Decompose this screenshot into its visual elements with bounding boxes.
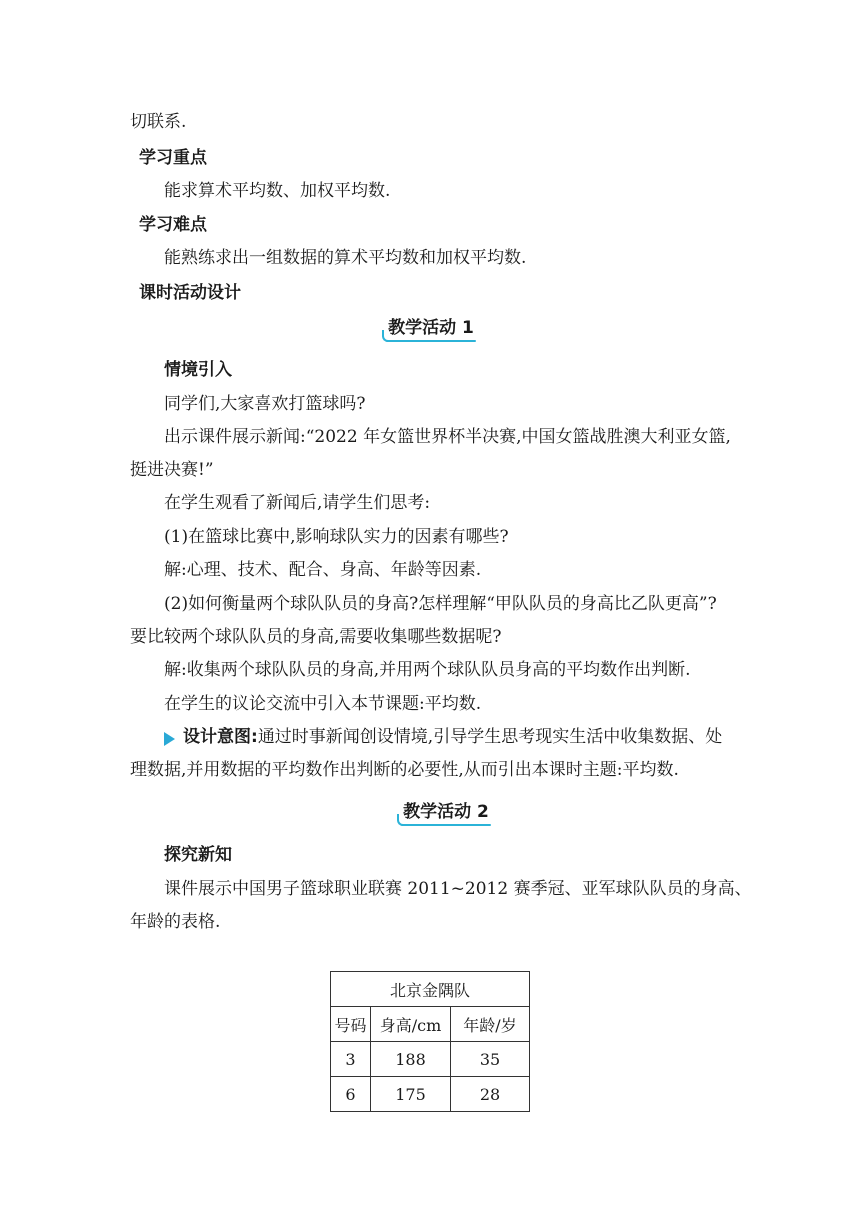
text-line: 出示课件展示新闻:“2022 年女篮世界杯半决赛,中国女篮战胜澳大利亚女篮, <box>164 427 731 447</box>
text-line: 能求算术平均数、加权平均数. <box>164 181 391 201</box>
team-data-table <box>330 971 530 1112</box>
heading-keypoint: 学习重点 <box>139 148 207 168</box>
table-header: 号码 <box>331 1007 371 1042</box>
text-line: 年龄的表格. <box>130 912 221 932</box>
text-line: 解:心理、技术、配合、身高、年龄等因素. <box>164 560 482 580</box>
table-title: 北京金隅队 <box>331 972 530 1007</box>
table-cell: 188 <box>371 1042 451 1077</box>
table-cell: 3 <box>331 1042 371 1077</box>
banner-hook <box>382 330 390 342</box>
text-line: 挺进决赛!” <box>130 460 214 480</box>
activity-title: 教学活动 1 <box>388 318 474 338</box>
heading-intro: 情境引入 <box>164 360 232 380</box>
table-cell: 28 <box>451 1077 530 1112</box>
activity-banner-2 <box>401 800 491 826</box>
table-cell: 175 <box>371 1077 451 1112</box>
table-row <box>331 1077 530 1112</box>
banner-hook <box>397 814 405 826</box>
table-header: 身高/cm <box>371 1007 451 1042</box>
text-line: 切联系. <box>130 112 187 132</box>
banner-underline <box>401 824 491 826</box>
text-line: 能熟练求出一组数据的算术平均数和加权平均数. <box>164 248 527 268</box>
banner-underline <box>386 340 476 342</box>
activity-title: 教学活动 2 <box>403 802 489 822</box>
design-intent-text: 通过时事新闻创设情境,引导学生思考现实生活中收集数据、处 <box>257 727 723 747</box>
design-intent-label: 设计意图: <box>183 727 258 747</box>
table-cell: 35 <box>451 1042 530 1077</box>
text-line: 同学们,大家喜欢打篮球吗? <box>164 394 366 414</box>
text-line: (2)如何衡量两个球队队员的身高?怎样理解“甲队队员的身高比乙队更高”? <box>164 594 717 614</box>
table-row <box>331 1042 530 1077</box>
triangle-arrow-icon <box>164 732 175 746</box>
heading-explore: 探究新知 <box>164 845 232 865</box>
text-line: 解:收集两个球队队员的身高,并用两个球队队员身高的平均数作出判断. <box>164 660 691 680</box>
text-line: 要比较两个球队队员的身高,需要收集哪些数据呢? <box>130 627 502 647</box>
text-line: 课件展示中国男子篮球职业联赛 2011~2012 赛季冠、亚军球队队员的身高、 <box>164 879 752 899</box>
heading-design: 课时活动设计 <box>139 283 241 303</box>
heading-difficulty: 学习难点 <box>139 215 207 235</box>
text-line: 在学生观看了新闻后,请学生们思考: <box>164 493 431 513</box>
text-line: 理数据,并用数据的平均数作出判断的必要性,从而引出本课时主题:平均数. <box>130 760 679 780</box>
design-intent-line <box>183 725 722 749</box>
text-line: (1)在篮球比赛中,影响球队实力的因素有哪些? <box>164 527 509 547</box>
table-header: 年龄/岁 <box>451 1007 530 1042</box>
table-cell: 6 <box>331 1077 371 1112</box>
activity-banner-1 <box>386 316 476 342</box>
text-line: 在学生的议论交流中引入本节课题:平均数. <box>164 694 482 714</box>
